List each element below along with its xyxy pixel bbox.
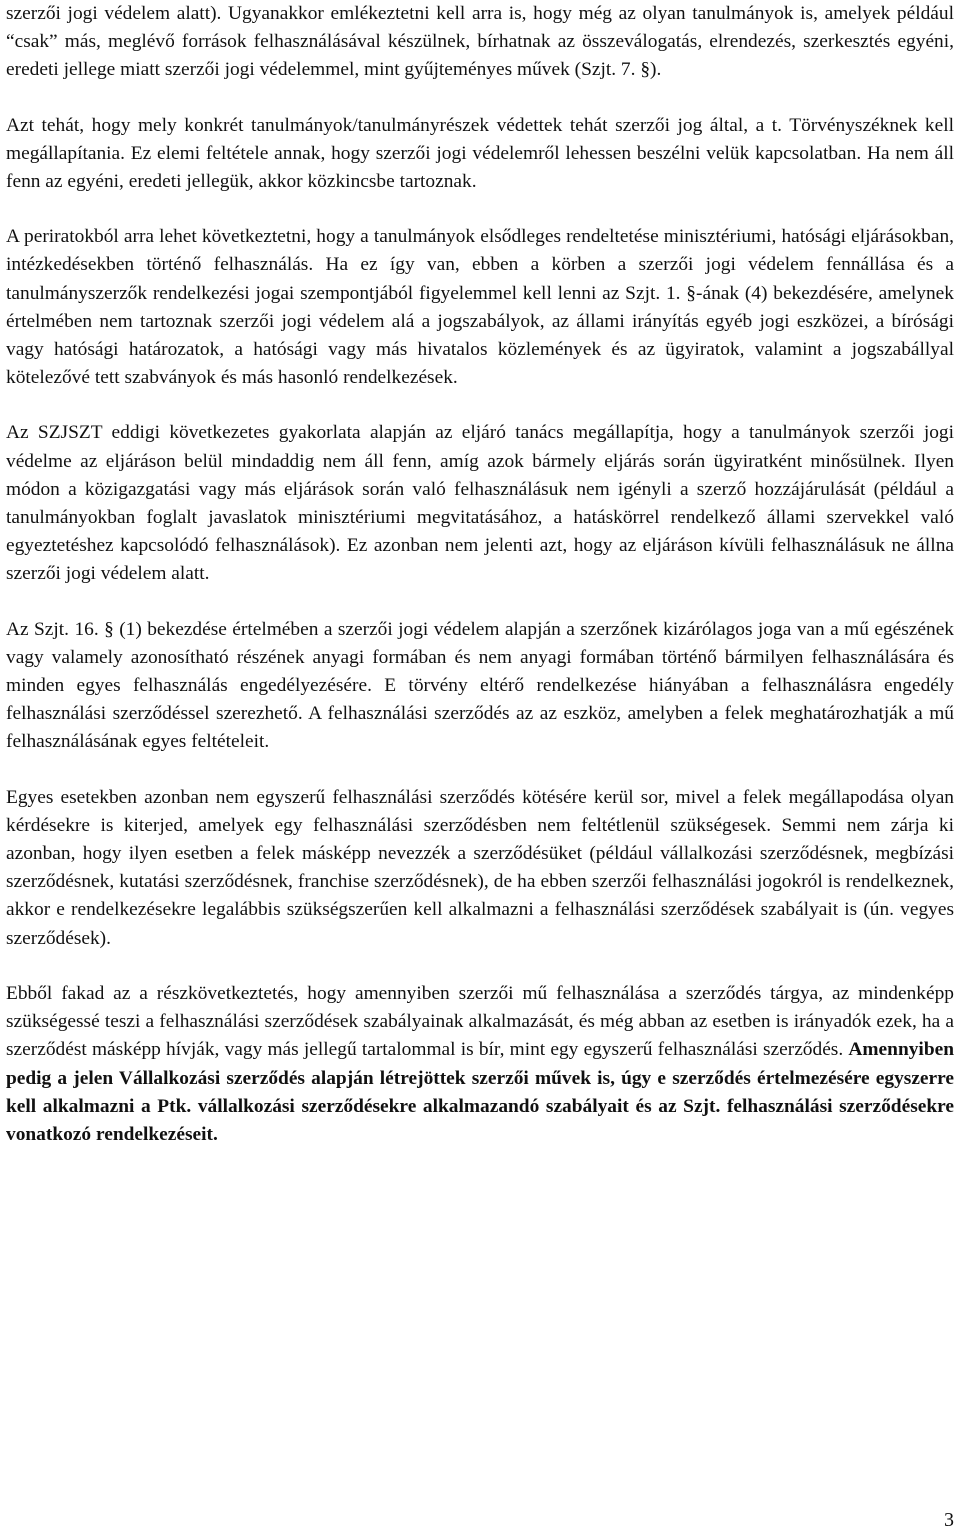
- paragraph-szjszt-practice: Az SZJSZT eddigi következetes gyakorlata alapján az eljáró tanács megállapítja, hogy a tanulmányok szerzői jogi védelme az eljáráson belül mindaddig nem áll fenn, amíg azok bármely eljárás során ügyiratként minősülnek. Ilyen módon a közigazgatási vagy más eljárások során való felhasználásuk nem igényli a szerző hozzájárulását (például a tanulmányokban foglalt javaslatok minisztériumi megvitatásához, a hatáskörrel rendelkező állami szervekkel való egyeztetéshez kapcsolódó felhasználások). Ez azonban nem jelenti azt, hogy az eljáráson kívüli felhasználásuk ne állna szerzői jogi védelem alatt.: [6, 422, 954, 585]
- paragraph-court-determination: Azt tehát, hogy mely konkrét tanulmányok/tanulmányrészek védettek tehát szerzői jog által, a t. Törvényszéknek kell megállapítania. Ez elemi feltétele annak, hogy szerzői jogi védelemről lehessen beszélni velük kapcsolatban. Ha nem áll fenn az egyéni, eredeti jellegük, akkor közkincsbe tartoznak.: [6, 114, 954, 193]
- paragraph-official-use: A periratokból arra lehet következtetni, hogy a tanulmányok elsődleges rendeltetése minisztériumi, hatósági eljárásokban, intézkedésekben történő felhasználás. Ha ez így van, ebben a körben a szerzői jogi védelem fennállása és a tanulmányszerzők rendelkezési jogai szempontjából figyelemmel kell lenni az Szjt. 1. §-ának (4) bekezdésére, amelynek értelmében nem tartoznak szerzői jogi védelem alá a jogszabályok, az állami irányítás egyéb jogi eszközei, a bírósági vagy hatósági határozatok, a hatósági vagy más hivatalos közlemények és az ügyiratok, valamint a jogszabállyal kötelezővé tett szabványok és más hasonló rendelkezések.: [6, 226, 954, 389]
- conclusion-bold-text: Amennyiben pedig a jelen Vállalkozási szerződés alapján létrejöttek szerzői művek is, úgy e szerződés értelmezésére egyszerre kell alkalmazni a Ptk. vállalkozási szerződésekre alkalmazandó szabályait és az Szjt. felhasználási szerződésekre vonatkozó rendelkezéseit.: [6, 1039, 954, 1145]
- paragraph-exclusive-rights: Az Szjt. 16. § (1) bekezdése értelmében a szerzői jogi védelem alapján a szerzőnek kizárólagos joga van a mű egészének vagy valamely azonosítható részének anyagi formában és nem anyagi formában történő bármilyen felhasználására és minden egyes felhasználás engedélyezésére. E törvény eltérő rendelkezése hiányában a felhasználásra engedély felhasználási szerződéssel szerezhető. A felhasználási szerződés az az eszköz, amelyben a felek meghatározhatják a mű felhasználásának egyes feltételeit.: [6, 618, 954, 753]
- paragraph-conclusion: [6, 980, 954, 1149]
- document-page: [6, 0, 954, 1149]
- paragraph-mixed-contracts: Egyes esetekben azonban nem egyszerű felhasználási szerződés kötésére kerül sor, mivel a felek megállapodása olyan kérdésekre is kiterjed, amelyek egy felhasználási szerződésben nem feltétlenül szükségesek. Semmi nem zárja ki azonban, hogy ilyen esetben a felek másképp nevezzék a szerződésüket (például vállalkozási szerződésnek, megbízási szerződésnek, kutatási szerződésnek, franchise szerződésnek), de ha ebben szerzői felhasználási jogokról is rendelkeznek, akkor e rendelkezésekre legalábbis szükségszerűen kell alkalmazni a felhasználási szerződések szabályait is (ún. vegyes szerződések).: [6, 786, 954, 949]
- page-number: 3: [944, 1509, 954, 1531]
- paragraph-copyright-collections: szerzői jogi védelem alatt). Ugyanakkor emlékeztetni kell arra is, hogy még az olyan tanulmányok is, amelyek például “csak” más, meglévő források felhasználásával készülnek, bírhatnak az összeválogatás, elrendezés, szerkesztés egyéni, eredeti jellege miatt szerzői jogi védelemmel, mint gyűjteményes művek (Szjt. 7. §).: [6, 3, 954, 81]
- conclusion-text: Ebből fakad az a részkövetkeztetés, hogy amennyiben szerzői mű felhasználása a szerződés tárgya, az mindenképp szükségessé teszi a felhasználási szerződések szabályainak alkalmazását, és még abban az esetben is irányadók ezek, ha a szerződést másképp hívják, vagy más jellegű tartalommal is bír, mint egy egyszerű felhasználási szerződés.: [6, 982, 954, 1061]
